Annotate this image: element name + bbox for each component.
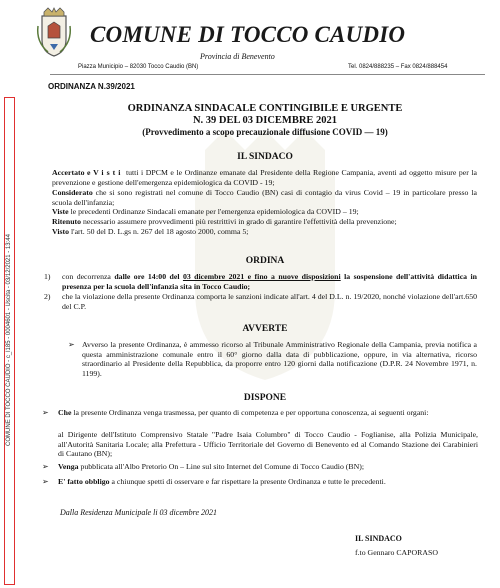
dispone-label: Venga — [58, 462, 79, 471]
arrow-bullet-icon: ➢ — [42, 408, 49, 417]
premise-text: le precedenti Ordinanze Sindacali emanate per l'emergenza epidemiologica da COVID – 19; — [70, 207, 359, 216]
arrow-bullet-icon: ➢ — [42, 462, 49, 471]
ordinance-title: ORDINANZA SINDACALE CONTINGIBILE E URGENTE — [127, 103, 403, 114]
premise-label: Viste — [52, 207, 69, 216]
header-divider — [50, 74, 485, 75]
ordinanza-number: ORDINANZA N.39/2021 — [48, 82, 135, 91]
premise-visto — [52, 227, 477, 237]
protocol-stamp-text: COMUNE DI TOCCO CAUDIO - c_l185 - 0004601 - Uscita - 03/12/2021 - 13:44 — [6, 234, 12, 446]
dispone-che — [58, 408, 478, 418]
premise-label: Visti — [93, 168, 124, 177]
premise-label: Visto — [52, 227, 70, 236]
ordina-text: 03 dicembre 2021 e fino a nuove disposizioni — [182, 272, 341, 281]
dispone-text: la presente Ordinanza venga trasmessa, per quanto di competenza e per opportuna conoscenza, ai seguenti organi: — [73, 408, 429, 417]
ordina-text: dalle ore 14:00 del — [114, 272, 180, 281]
premise-label: Ritenuto — [52, 217, 82, 226]
arrow-bullet-icon: ➢ — [68, 340, 75, 349]
premise-text: tutti i DPCM e le Ordinanze emanate dal Presidente della Regione Campania, aventi ad oggetto misure per la prevenzione e gestione dell'emergenza epidemiologica da COVID - 19; — [52, 168, 478, 187]
dispone-text: pubblicata all'Albo Pretorio On – Line sul sito Internet del Comune di Tocco Caudio (BN); — [80, 462, 364, 471]
premise-label: Considerato — [52, 188, 93, 197]
ordinance-date: N. 39 DEL 03 DICEMBRE 2021 — [192, 115, 338, 126]
premise-accertato — [52, 168, 477, 187]
closing-line: Dalla Residenza Municipale li 03 dicembre 2021 — [60, 508, 218, 517]
ordina-item-number: 2) — [44, 292, 51, 301]
dispone-text: a chiunque spetti di osservare e far rispettare la presente Ordinanza e tutte le precedenti. — [111, 477, 386, 486]
ordina-text: con decorrenza — [62, 272, 111, 281]
provincia-subtitle: Provincia di Benevento — [200, 52, 275, 61]
premise-text: che si sono registrati nel comune di Tocco Caudio (BN) casi di contagio da virus Covid – 19 in particolare presso la scuola dell'infanzia; — [52, 188, 477, 207]
comune-title: COMUNE DI TOCCO CAUDIO — [90, 22, 406, 47]
premise-text: necessario assumere provvedimenti più restrittivi in grado di garantire l'effettività della prevenzione; — [82, 217, 397, 226]
premise-label: e — [87, 168, 91, 177]
premise-label: Accertato — [52, 168, 85, 177]
arrow-bullet-icon: ➢ — [42, 477, 49, 486]
section-heading-sindaco: IL SINDACO — [237, 152, 293, 162]
dispone-obbligo — [58, 477, 478, 487]
section-heading-dispone: DISPONE — [243, 393, 287, 403]
premise-ritenuto — [52, 217, 477, 227]
avverte-text: Avverso la presente Ordinanza, è ammesso ricorso al Tribunale Amministrativo Regionale della Campania, previa notifica a questa amministrazione comunale entro il 60° giorno dalla data di pubblicazione, oppure, in via alternativa, ricorso straordinario al Presidente della Repubblica, da proporre entro 120 giorni dalla notificazione (D.P.R. 24 Novembre 1971, n. 1199). — [82, 340, 477, 378]
signature-title: IL SINDACO — [355, 534, 402, 543]
ordinance-subtitle: (Provvedimento a scopo precauzionale diffusione COVID — 19) — [142, 127, 388, 137]
signature-name: f.to Gennaro CAPORASO — [355, 548, 438, 557]
municipal-crest-icon — [34, 6, 74, 58]
address: Piazza Municipio – 82030 Tocco Caudio (BN) — [78, 64, 199, 70]
ordina-item-1 — [62, 272, 477, 291]
ordina-text: la sospensione dell'attività didattica in presenza per la scuola dell'infanzia sita in Tocco Caudio; — [62, 272, 477, 291]
dispone-label: Che — [58, 408, 72, 417]
section-heading-avverte: AVVERTE — [242, 324, 288, 334]
ordina-item-number: 1) — [44, 272, 51, 281]
premise-viste — [52, 207, 477, 217]
dispone-label: E' fatto obbligo — [58, 477, 110, 486]
premise-text: l'art. 50 del D. L.gs n. 267 del 18 agosto 2000, comma 5; — [71, 227, 249, 236]
section-heading-ordina: ORDINA — [245, 256, 285, 266]
premise-considerato — [52, 188, 477, 207]
phone-fax: Tel. 0824/888235 – Fax 0824/888454 — [348, 64, 448, 70]
ordina-item-2: che la violazione della presente Ordinanza comporta le sanzioni indicate all'art. 4 del D.L. n. 19/2020, nonché violazione dell'art.650 del C.P. — [62, 292, 477, 311]
dispone-venga — [58, 462, 478, 472]
dispone-organi: al Dirigente dell'Istituto Comprensivo Statale "Padre Isaia Columbro" di Tocco Caudio - Foglianise, alla Polizia Municipale, all'Autorità Sanitaria Locale; alla Prefettura - Ufficio Territoriale del Governo di Benevento ed al Comando Stazione dei Carabinieri di Cautano (BN); — [58, 430, 478, 459]
